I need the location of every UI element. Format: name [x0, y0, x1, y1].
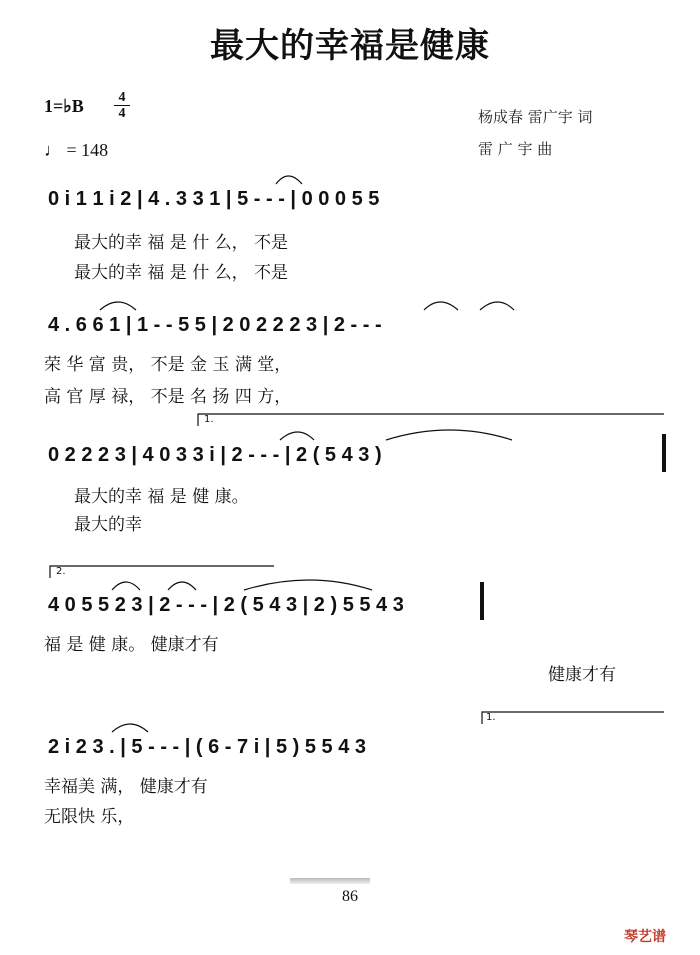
slur-6: [386, 430, 512, 440]
slur-2: [100, 302, 136, 310]
lyric-line-5-verse-1: 幸福美 满， 健康才有: [44, 777, 208, 797]
lyric-line-2-verse-2: 高 官 厚 禄， 不是 名 扬 四 方，: [44, 387, 292, 407]
notation-line-5: 2 i 2 3 . | 5 - - - | ( 6 - 7 i | 5 ) 5 5 4 3: [48, 736, 367, 758]
slur-10: [112, 724, 148, 732]
watermark-logo: 琴艺谱: [624, 929, 666, 945]
lyricist-credit: 杨成春 雷广宇 词: [478, 108, 593, 126]
slur-3: [424, 302, 458, 310]
lyric-line-3-verse-1: 最大的幸 福 是 健 康。: [74, 487, 249, 507]
time-signature-top: 4: [118, 90, 126, 105]
time-signature-bottom: 4: [114, 105, 130, 121]
composer-credit: 雷 广 宇 曲: [478, 140, 553, 158]
repeat-end-bar-2: [480, 582, 484, 620]
lyric-line-1-verse-2: 最大的幸 福 是 什 么， 不是: [74, 263, 289, 283]
lyric-line-1-verse-1: 最大的幸 福 是 什 么， 不是: [74, 233, 289, 253]
slur-9: [244, 580, 372, 590]
volta-bracket-1: [198, 414, 664, 426]
lyric-line-4-verse-1: 福 是 健 康。 健康才有: [44, 635, 219, 655]
key-signature: 1=♭B: [44, 96, 84, 116]
slur-5: [280, 432, 314, 440]
page-number: 86: [342, 888, 358, 905]
volta-2-label: 2.: [56, 566, 66, 577]
lyric-line-4-verse-2: 健康才有: [548, 665, 616, 685]
slur-1: [276, 176, 302, 184]
volta-bracket-2: [50, 566, 274, 578]
page-title: 最大的幸福是健康: [210, 26, 490, 66]
page-number-band: [290, 878, 370, 884]
notation-line-4: 4 0 5 5 2 3 | 2 - - - | 2 ( 5 4 3 | 2 ) 5 5 4 3: [48, 594, 404, 616]
notation-line-2: 4 . 6 6 1 | 1 - - 5 5 | 2 0 2 2 2 3 | 2 - - -: [48, 314, 382, 336]
lyric-line-2-verse-1: 荣 华 富 贵， 不是 金 玉 满 堂，: [44, 355, 292, 375]
repeat-end-bar: [662, 434, 666, 472]
lyric-line-3-verse-2: 最大的幸: [74, 515, 142, 535]
lyric-line-5-verse-2: 无限快 乐，: [44, 807, 135, 827]
volta-1-label: 1.: [204, 414, 214, 425]
volta-3-label: 1.: [486, 712, 496, 723]
volta-bracket-3: [482, 712, 664, 724]
slur-4: [480, 302, 514, 310]
tempo-marking: ♩ = 148: [44, 140, 109, 160]
slur-8: [168, 582, 196, 590]
notation-line-1: 0 i 1 1 i 2 | 4 . 3 3 1 | 5 - - - | 0 0 0 5 5: [48, 188, 380, 210]
notation-line-3: 0 2 2 2 3 | 4 0 3 3 i | 2 - - - | 2 ( 5 4 3 ): [48, 444, 382, 466]
slur-7: [112, 582, 140, 590]
